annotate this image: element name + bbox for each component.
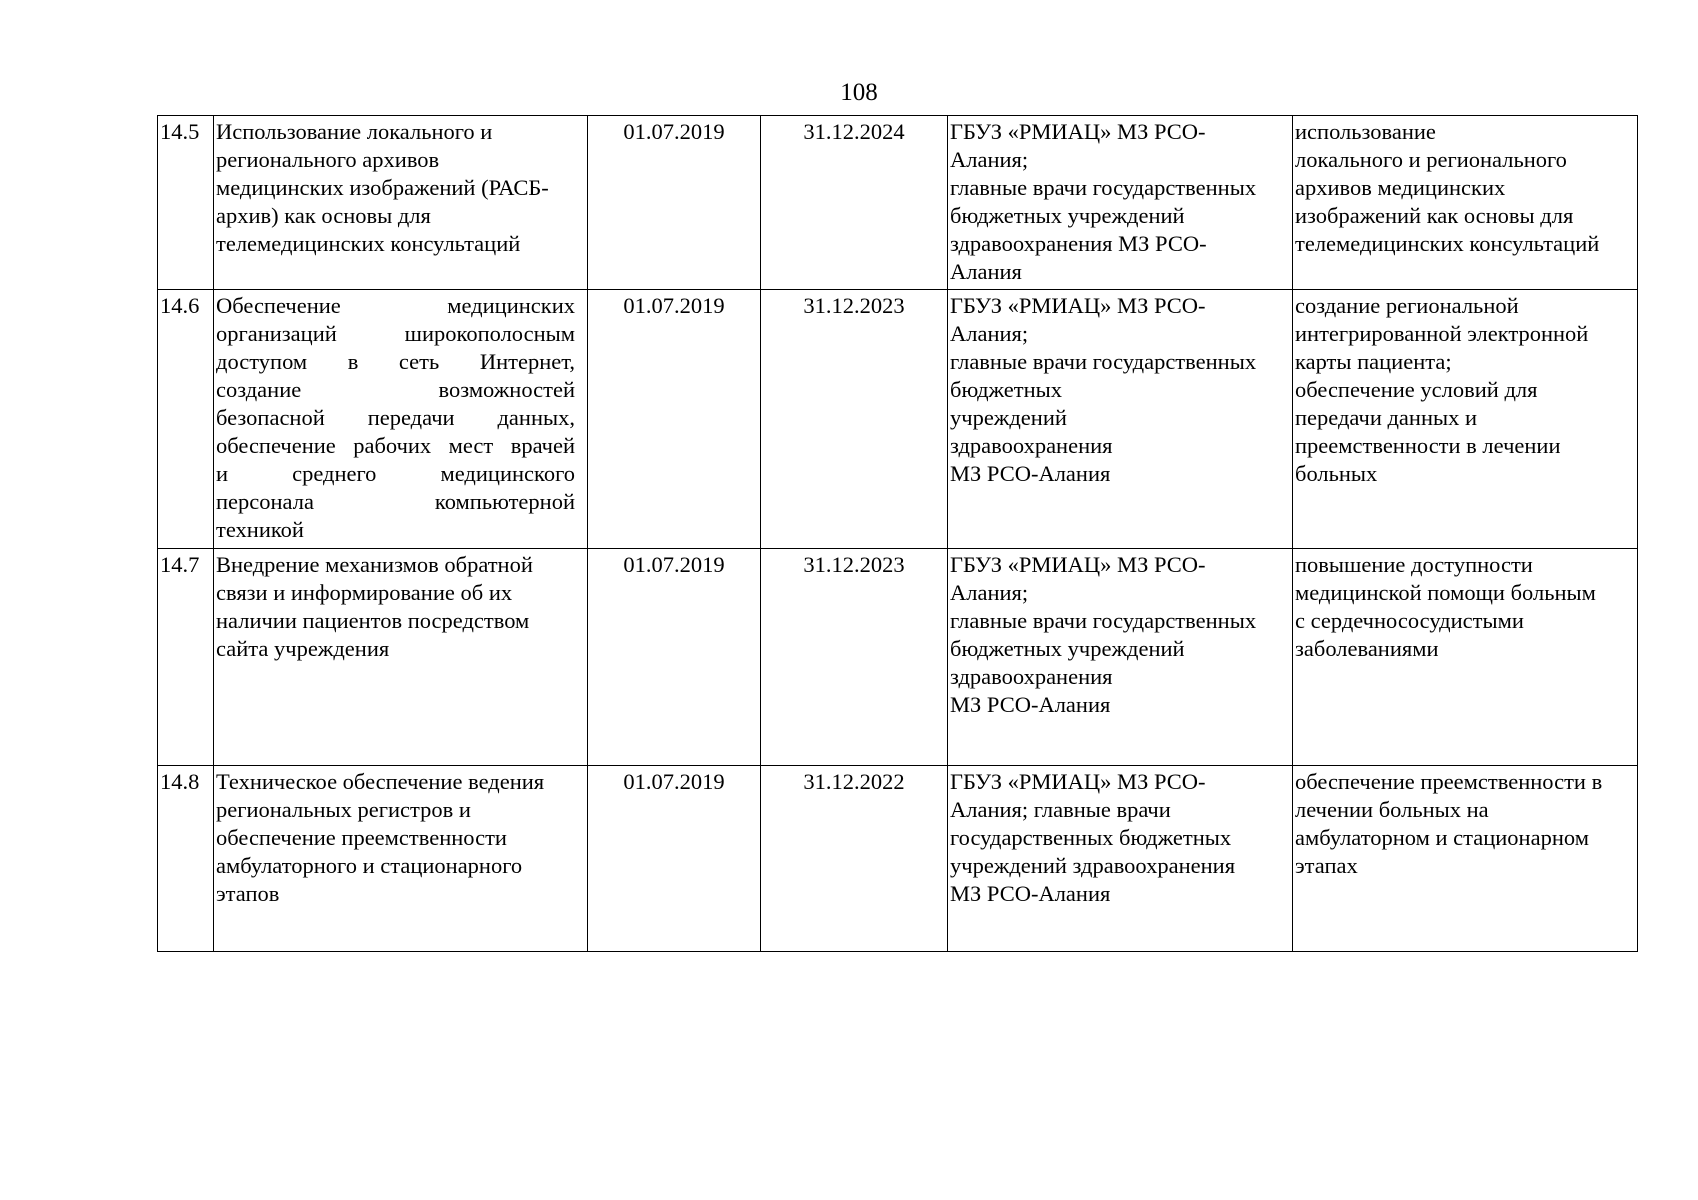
- page-number: 108: [840, 79, 878, 106]
- row-number: 14.8: [158, 766, 214, 952]
- start-date: 01.07.2019: [588, 290, 761, 549]
- activity-title: [214, 290, 588, 549]
- responsible-parties: ГБУЗ «РМИАЦ» МЗ РСО- Алания; главные врачи государственных бюджетных учреждений здравоохранения МЗ РСО- Алания: [948, 116, 1293, 290]
- end-date: 31.12.2023: [761, 290, 948, 549]
- start-date: 01.07.2019: [588, 549, 761, 766]
- activity-title: Техническое обеспечение ведения региональных регистров и обеспечение преемственности амбулаторного и стационарного этапов: [214, 766, 588, 952]
- title-line: безопасной передачи данных,: [216, 405, 575, 430]
- end-date: 31.12.2023: [761, 549, 948, 766]
- title-line: обеспечение рабочих мест врачей: [216, 433, 575, 458]
- responsible-parties: ГБУЗ «РМИАЦ» МЗ РСО- Алания; главные врачи государственных бюджетных учреждений здравоохранения МЗ РСО-Алания: [948, 766, 1293, 952]
- expected-result: использование локального и регионального архивов медицинских изображений как основы для телемедицинских консультаций: [1293, 116, 1638, 290]
- title-line: создание возможностей: [216, 377, 575, 402]
- table-row: [158, 290, 1638, 549]
- start-date: 01.07.2019: [588, 766, 761, 952]
- activities-table: [157, 115, 1638, 952]
- title-line: организаций широкополосным: [216, 321, 575, 346]
- expected-result: создание региональной интегрированной электронной карты пациента; обеспечение условий для передачи данных и преемственности в лечении больных: [1293, 290, 1638, 549]
- row-number: 14.5: [158, 116, 214, 290]
- title-line: и среднего медицинского: [216, 461, 575, 486]
- end-date: 31.12.2024: [761, 116, 948, 290]
- row-number: 14.6: [158, 290, 214, 549]
- expected-result: повышение доступности медицинской помощи больным с сердечнососудистыми заболеваниями: [1293, 549, 1638, 766]
- start-date: 01.07.2019: [588, 116, 761, 290]
- responsible-parties: ГБУЗ «РМИАЦ» МЗ РСО- Алания; главные врачи государственных бюджетных учреждений здравоохранения МЗ РСО-Алания: [948, 290, 1293, 549]
- title-line: доступом в сеть Интернет,: [216, 349, 575, 374]
- row-number: 14.7: [158, 549, 214, 766]
- activity-title: Использование локального и регионального архивов медицинских изображений (РАСБ- архив) как основы для телемедицинских консультаций: [214, 116, 588, 290]
- table-row: [158, 116, 1638, 290]
- title-line: техникой: [216, 517, 304, 542]
- title-line: Обеспечение медицинских: [216, 293, 575, 318]
- end-date: 31.12.2022: [761, 766, 948, 952]
- activity-title: Внедрение механизмов обратной связи и информирование об их наличии пациентов посредством сайта учреждения: [214, 549, 588, 766]
- title-line: персонала компьютерной: [216, 489, 575, 514]
- table-row: [158, 549, 1638, 766]
- table-row: [158, 766, 1638, 952]
- expected-result: обеспечение преемственности в лечении больных на амбулаторном и стационарном этапах: [1293, 766, 1638, 952]
- responsible-parties: ГБУЗ «РМИАЦ» МЗ РСО- Алания; главные врачи государственных бюджетных учреждений здравоохранения МЗ РСО-Алания: [948, 549, 1293, 766]
